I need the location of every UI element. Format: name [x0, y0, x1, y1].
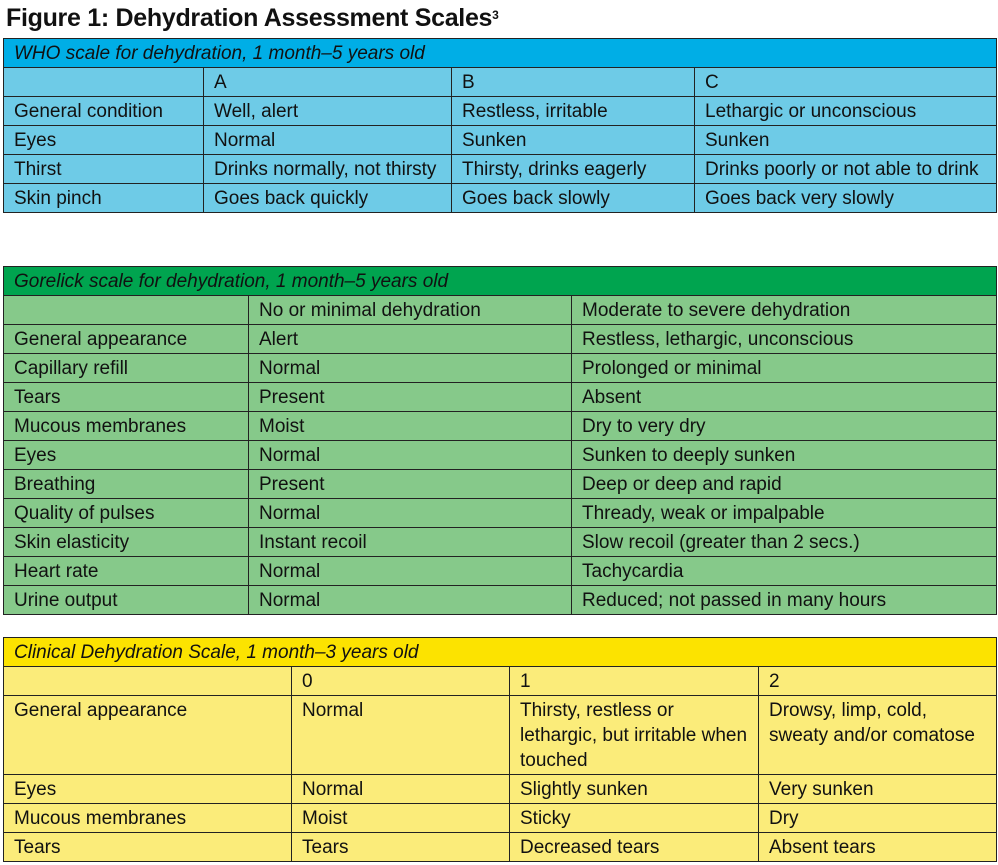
table-cell: Restless, irritable: [452, 97, 695, 126]
row-label: Skin pinch: [4, 184, 204, 213]
table-caption-row: [4, 39, 997, 68]
row-label: Mucous membranes: [4, 412, 249, 441]
table-cell: Reduced; not passed in many hours: [572, 586, 997, 615]
clinical-dehydration-scale-table: [3, 637, 997, 862]
table-cell: Present: [249, 470, 572, 499]
column-header: [4, 667, 292, 696]
table-row: [4, 155, 997, 184]
table-cell: Normal: [249, 354, 572, 383]
table-cell: Normal: [292, 696, 510, 775]
table-header-row: [4, 296, 997, 325]
row-label: Eyes: [4, 126, 204, 155]
row-label: General appearance: [4, 696, 292, 775]
table-row: [4, 354, 997, 383]
table-cell: Well, alert: [204, 97, 452, 126]
table-cell: Slightly sunken: [510, 775, 759, 804]
table-row: [4, 441, 997, 470]
table-cell: Dry to very dry: [572, 412, 997, 441]
table-row: [4, 696, 997, 775]
table-cell: Moist: [249, 412, 572, 441]
table-cell: Restless, lethargic, unconscious: [572, 325, 997, 354]
table-row: [4, 184, 997, 213]
row-label: Eyes: [4, 441, 249, 470]
gorelick-scale-table: [3, 266, 997, 615]
table-cell: Goes back quickly: [204, 184, 452, 213]
table-header-row: [4, 667, 997, 696]
column-header: B: [452, 68, 695, 97]
table-row: [4, 97, 997, 126]
table-row: [4, 412, 997, 441]
table-cell: Sticky: [510, 804, 759, 833]
table-cell: Dry: [759, 804, 997, 833]
figure-title: [6, 2, 499, 34]
figure-reference-superscript: 3: [492, 8, 499, 22]
row-label: Heart rate: [4, 557, 249, 586]
table-cell: Drinks poorly or not able to drink: [695, 155, 997, 184]
table-cell: Drowsy, limp, cold, sweaty and/or comatose: [759, 696, 997, 775]
row-label: Capillary refill: [4, 354, 249, 383]
row-label: Eyes: [4, 775, 292, 804]
column-header: A: [204, 68, 452, 97]
table-row: [4, 383, 997, 412]
who-scale-caption: WHO scale for dehydration, 1 month–5 years old: [4, 39, 997, 68]
table-cell: Prolonged or minimal: [572, 354, 997, 383]
row-label: Tears: [4, 833, 292, 862]
table-cell: Tears: [292, 833, 510, 862]
table-cell: Absent: [572, 383, 997, 412]
row-label: Tears: [4, 383, 249, 412]
table-cell: Alert: [249, 325, 572, 354]
table-cell: Normal: [204, 126, 452, 155]
table-cell: Deep or deep and rapid: [572, 470, 997, 499]
column-header: C: [695, 68, 997, 97]
column-header: Moderate to severe dehydration: [572, 296, 997, 325]
table-cell: Normal: [249, 441, 572, 470]
column-header: [4, 296, 249, 325]
table-cell: Thirsty, drinks eagerly: [452, 155, 695, 184]
column-header: No or minimal dehydration: [249, 296, 572, 325]
table-row: [4, 557, 997, 586]
cds-scale-caption: Clinical Dehydration Scale, 1 month–3 years old: [4, 638, 997, 667]
table-cell: Moist: [292, 804, 510, 833]
table-caption-row: [4, 638, 997, 667]
figure-title-text: Figure 1: Dehydration Assessment Scales: [6, 4, 493, 32]
table-row: [4, 470, 997, 499]
table-row: [4, 499, 997, 528]
row-label: General appearance: [4, 325, 249, 354]
table-cell: Sunken: [452, 126, 695, 155]
table-cell: Goes back slowly: [452, 184, 695, 213]
table-cell: Sunken to deeply sunken: [572, 441, 997, 470]
table-cell: Normal: [249, 586, 572, 615]
column-header: 2: [759, 667, 997, 696]
table-row: [4, 528, 997, 557]
table-cell: Instant recoil: [249, 528, 572, 557]
table-cell: Sunken: [695, 126, 997, 155]
table-cell: Normal: [249, 557, 572, 586]
who-scale-table: [3, 38, 997, 213]
table-caption-row: [4, 267, 997, 296]
table-cell: Tachycardia: [572, 557, 997, 586]
table-cell: Goes back very slowly: [695, 184, 997, 213]
column-header: 1: [510, 667, 759, 696]
row-label: Urine output: [4, 586, 249, 615]
table-cell: Thirsty, restless or lethargic, but irritable when touched: [510, 696, 759, 775]
row-label: Skin elasticity: [4, 528, 249, 557]
column-header: 0: [292, 667, 510, 696]
table-cell: Absent tears: [759, 833, 997, 862]
row-label: Mucous membranes: [4, 804, 292, 833]
row-label: General condition: [4, 97, 204, 126]
table-row: [4, 775, 997, 804]
row-label: Thirst: [4, 155, 204, 184]
table-row: [4, 833, 997, 862]
table-cell: Very sunken: [759, 775, 997, 804]
table-cell: Drinks normally, not thirsty: [204, 155, 452, 184]
table-cell: Present: [249, 383, 572, 412]
table-row: [4, 126, 997, 155]
row-label: Breathing: [4, 470, 249, 499]
table-cell: Slow recoil (greater than 2 secs.): [572, 528, 997, 557]
table-cell: Normal: [292, 775, 510, 804]
table-cell: Thready, weak or impalpable: [572, 499, 997, 528]
table-cell: Normal: [249, 499, 572, 528]
column-header: [4, 68, 204, 97]
table-row: [4, 325, 997, 354]
table-row: [4, 804, 997, 833]
table-header-row: [4, 68, 997, 97]
table-cell: Lethargic or unconscious: [695, 97, 997, 126]
gorelick-scale-caption: Gorelick scale for dehydration, 1 month–5 years old: [4, 267, 997, 296]
table-cell: Decreased tears: [510, 833, 759, 862]
table-row: [4, 586, 997, 615]
row-label: Quality of pulses: [4, 499, 249, 528]
